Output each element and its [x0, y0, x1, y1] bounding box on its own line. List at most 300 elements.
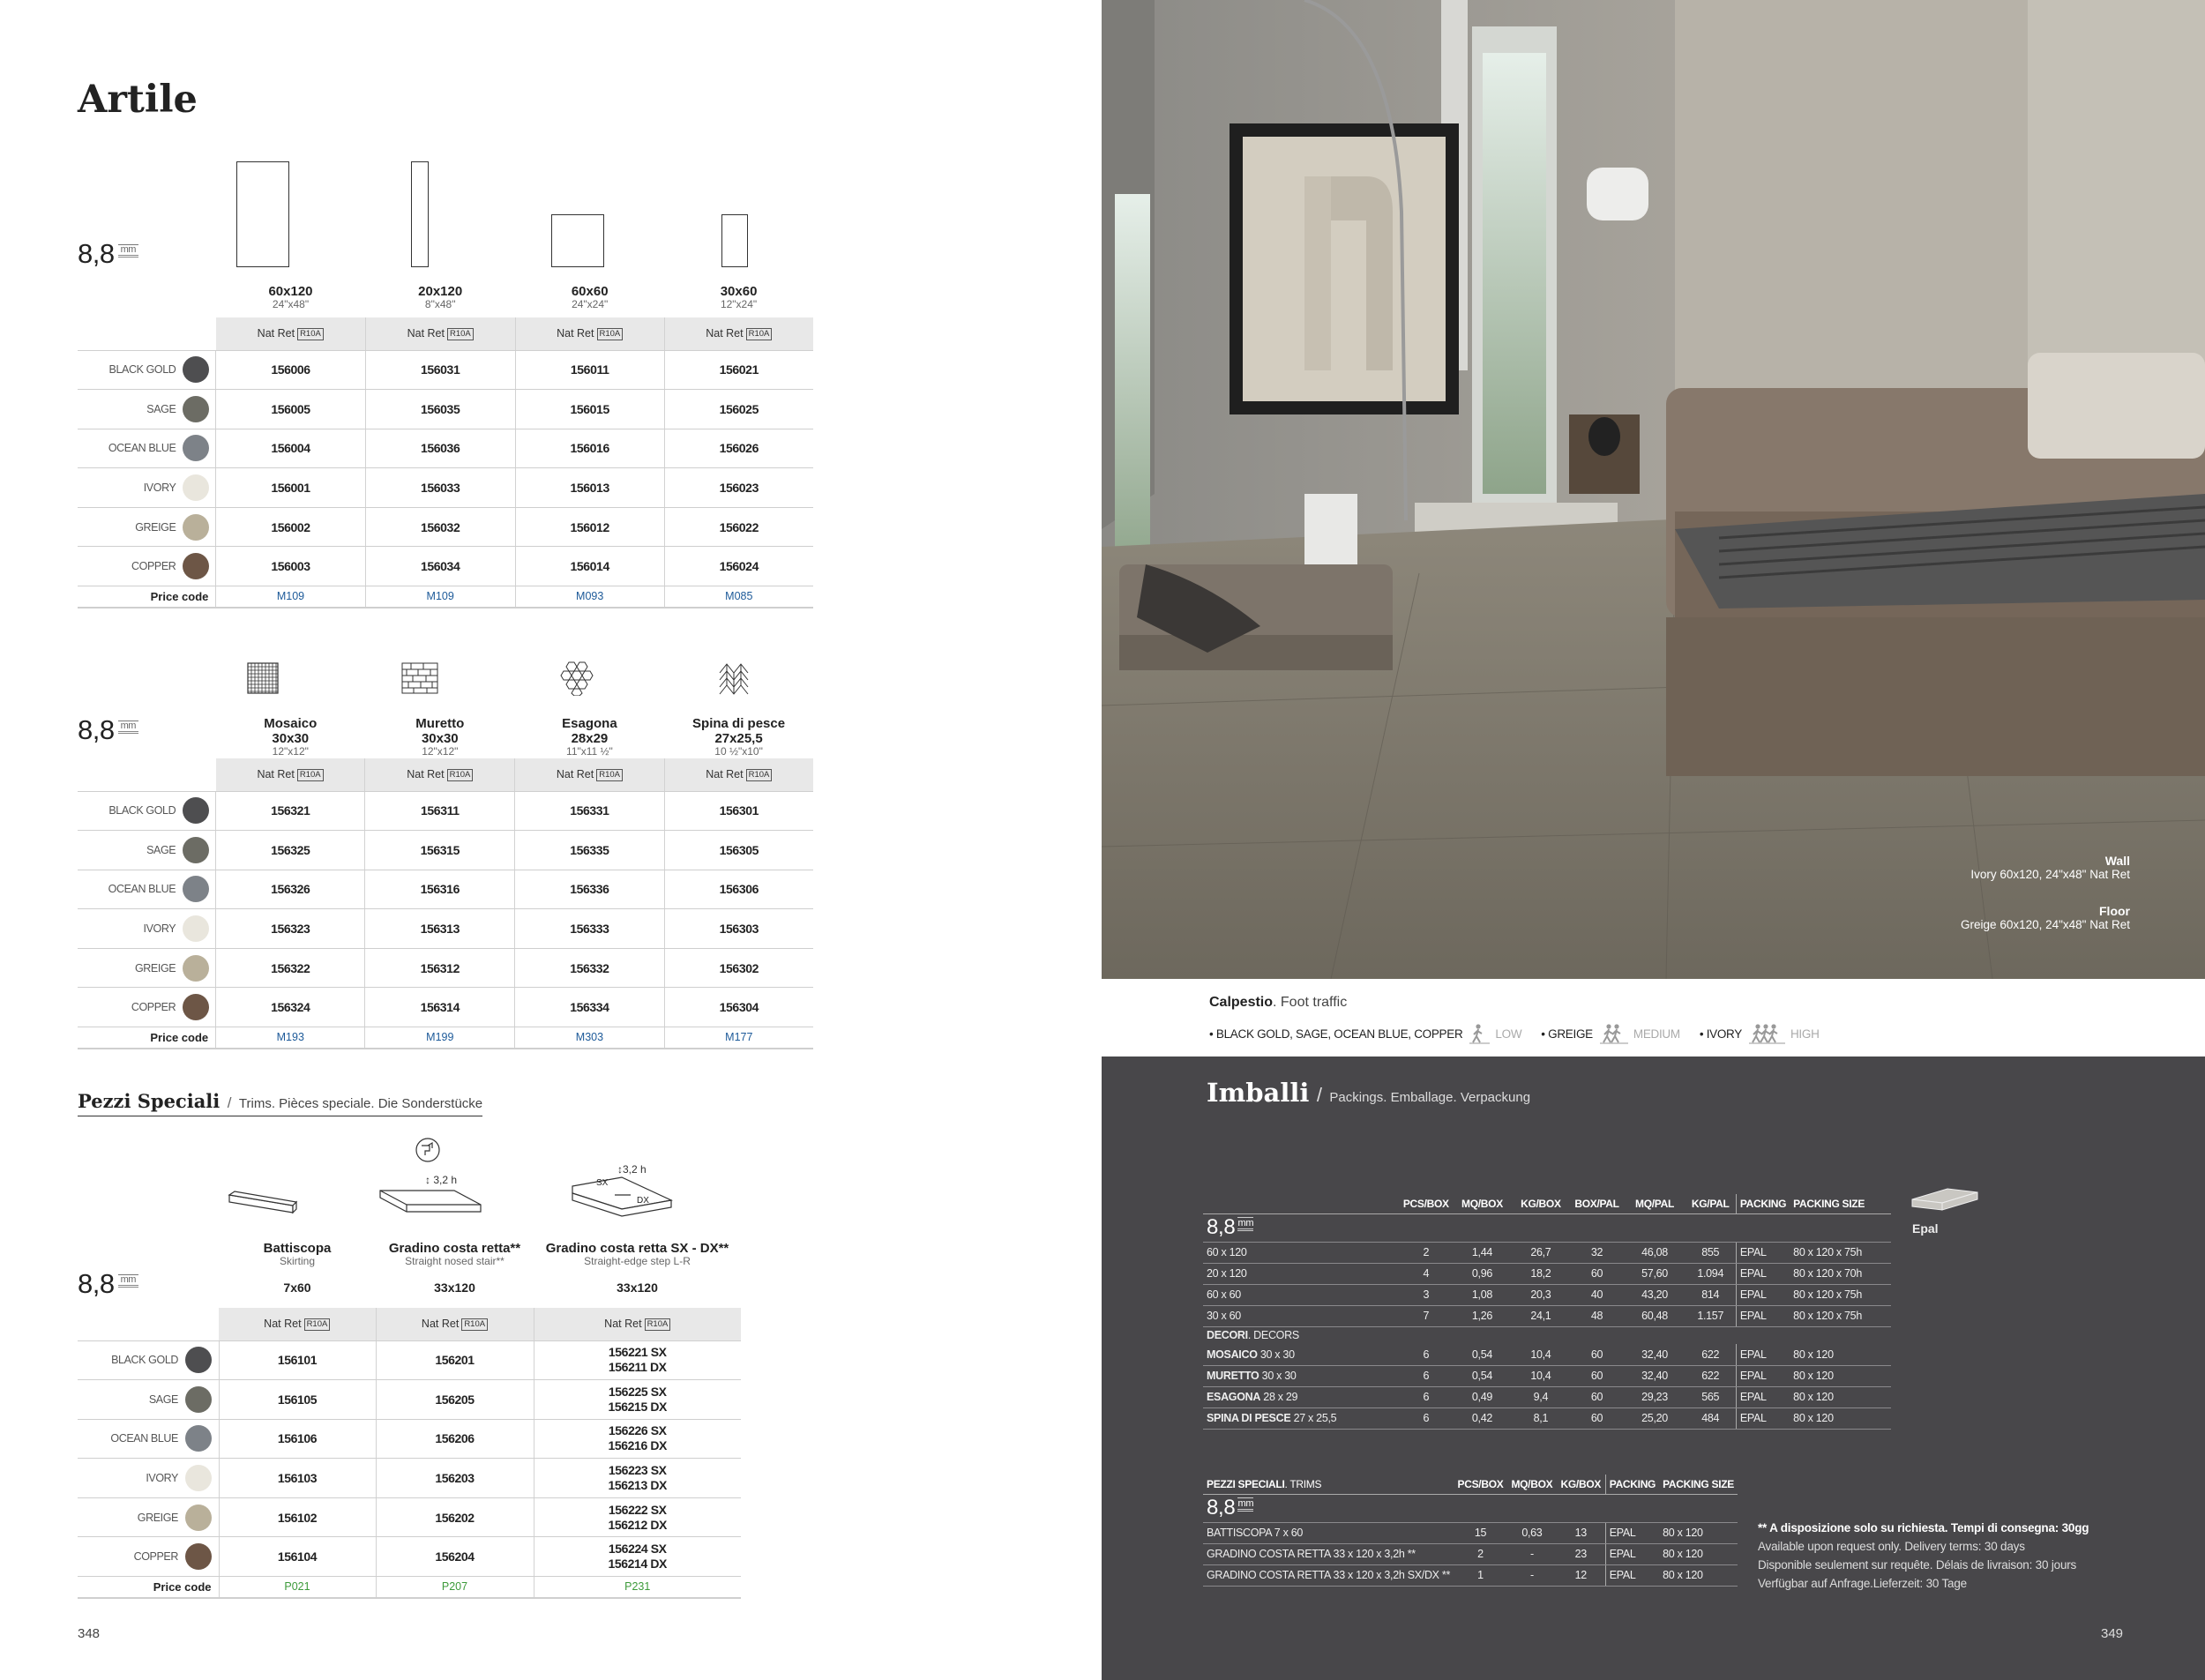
traffic-subtitle: . Foot traffic — [1273, 995, 1348, 1010]
column-header: PCS/BOX — [1454, 1475, 1507, 1494]
slip-rating-badge: R10A — [461, 1318, 488, 1331]
color-swatch — [183, 356, 209, 383]
nat-ret-label: Nat Ret — [706, 767, 744, 780]
table-row — [78, 507, 813, 547]
packing-cell: GRADINO COSTA RETTA 33 x 120 x 3,2h ** — [1203, 1543, 1454, 1564]
format-header — [664, 706, 813, 758]
stair-lr-height-label: ↕3,2 h — [617, 1163, 647, 1176]
packing-cell: 622 — [1686, 1365, 1737, 1386]
color-swatch — [185, 1386, 212, 1413]
product-code: 156025 — [664, 390, 813, 429]
packing-cell: 0,63 — [1507, 1522, 1557, 1543]
finish-cell — [216, 758, 365, 791]
product-code-sx: 156222 SX — [608, 1502, 667, 1517]
product-code: 156036 — [365, 429, 515, 468]
decori-sub: . DECORS — [1247, 1329, 1299, 1342]
product-code: 156031 — [365, 350, 515, 390]
swatch-cell — [185, 1459, 219, 1498]
decor-size: 28 x 29 — [1263, 1391, 1298, 1403]
stair-nosing-icon — [375, 1138, 498, 1235]
price-code: M109 — [365, 586, 515, 608]
packing-cell: 46,08 — [1624, 1242, 1685, 1263]
product-code: 156314 — [365, 988, 515, 1027]
stair-lr-icon — [569, 1169, 675, 1221]
product-code: 156006 — [216, 350, 365, 390]
format-header — [515, 706, 664, 758]
price-code: P231 — [534, 1577, 741, 1598]
decor-name-cell — [1203, 1407, 1400, 1429]
format-name: Esagona — [562, 715, 617, 731]
packing-cell: EPAL — [1605, 1564, 1659, 1586]
swatch-cell — [185, 1537, 219, 1577]
trims-title: Pezzi Speciali — [78, 1090, 220, 1112]
packing-cell: 0,96 — [1453, 1263, 1512, 1284]
packing-cell: EPAL — [1736, 1407, 1790, 1429]
product-code-sx-dx — [534, 1537, 741, 1577]
column-header: PACKING SIZE — [1790, 1194, 1891, 1213]
trims-packing-label: PEZZI SPECIALI — [1207, 1477, 1285, 1490]
format-header — [664, 278, 813, 317]
product-code: 156034 — [365, 547, 515, 586]
packing-cell: EPAL — [1736, 1242, 1790, 1263]
packing-cell: - — [1507, 1543, 1557, 1564]
product-code: 156005 — [216, 390, 365, 429]
column-header: PACKING — [1605, 1475, 1659, 1494]
packing-cell: 80 x 120 — [1659, 1543, 1738, 1564]
decor-name: MOSAICO — [1207, 1348, 1258, 1361]
price-code: M093 — [515, 586, 664, 608]
color-name: SAGE — [78, 831, 183, 870]
table-row — [78, 1419, 741, 1459]
swatch-cell — [183, 390, 215, 429]
tile-60x120-shape — [236, 161, 289, 267]
table-row — [78, 909, 813, 949]
packing-cell: 60 — [1570, 1386, 1625, 1407]
finish-cell — [664, 758, 813, 791]
packing-thickness — [1203, 1213, 1891, 1242]
packing-cell: 32 — [1570, 1242, 1625, 1263]
price-code: M109 — [216, 586, 365, 608]
packing-cell: 10,4 — [1512, 1344, 1569, 1365]
slip-rating-badge: R10A — [447, 769, 474, 781]
table-row — [78, 468, 813, 508]
format-header — [216, 706, 365, 758]
tile-20x120-shape — [411, 161, 429, 267]
traffic-level: HIGH — [1790, 1027, 1820, 1041]
product-code: 156012 — [515, 507, 664, 547]
packing-cell: 60 — [1570, 1365, 1625, 1386]
color-swatch — [183, 876, 209, 902]
product-code: 156335 — [515, 831, 664, 870]
slip-rating-badge: R10A — [447, 328, 474, 340]
packing-row — [1203, 1284, 1891, 1305]
swatch-cell — [183, 547, 215, 586]
product-code-sx-dx — [534, 1380, 741, 1420]
packing-cell: 1,26 — [1453, 1305, 1512, 1326]
product-code: 156313 — [365, 909, 515, 949]
trims-divider: / — [227, 1094, 232, 1111]
packing-cell: 6 — [1400, 1344, 1453, 1365]
color-name: COPPER — [78, 547, 183, 586]
table-row — [78, 429, 813, 468]
product-code: 156106 — [219, 1419, 376, 1459]
product-code: 156016 — [515, 429, 664, 468]
nat-ret-label: Nat Ret — [407, 326, 445, 340]
packing-cell: 814 — [1686, 1284, 1737, 1305]
trims-table: Battiscopa Skirting Gradino costa retta** Straight nosed stair** Gradino costa retta SX - DX** Straight-edge step L-R 7x60 33x120 33x120 Nat Ret R10A Nat Ret R10A Nat Ret R10A BLACK GOLD 156101 156201 156221 SX 156211 DX SAGE 156105 156205 156225 SX 156215 DX OCEAN BLUE 156106 156206 156226 SX 156216 DX IVORY 156103 156203 156223 SX 156213 DX GREIGE 156102 156202 156222 SX 156212 DX COPPER 156104 156204 156224 SX 156214 DX Price code P021 P207 P231 — [78, 1233, 741, 1599]
packing-cell: 32,40 — [1624, 1344, 1685, 1365]
format-name: Gradino costa retta** — [388, 1240, 521, 1256]
product-code: 156001 — [216, 468, 365, 508]
packing-cell: 60 — [1570, 1263, 1625, 1284]
product-code-dx: 156214 DX — [608, 1557, 667, 1572]
column-header: KG/BOX — [1557, 1475, 1605, 1494]
slip-rating-badge: R10A — [746, 328, 773, 340]
column-header: PCS/BOX — [1400, 1194, 1453, 1213]
packing-cell: 43,20 — [1624, 1284, 1685, 1305]
page-title: Artile — [78, 78, 198, 122]
packing-subtitle: Packings. Emballage. Verpackung — [1329, 1090, 1531, 1105]
finish-cell — [515, 758, 664, 791]
walking-person-icon — [1749, 1023, 1785, 1044]
color-swatch — [185, 1505, 212, 1531]
color-swatch — [183, 396, 209, 422]
nat-ret-label: Nat Ret — [557, 326, 594, 340]
decor-name: SPINA DI PESCE — [1207, 1412, 1291, 1424]
format-sub: Straight nosed stair** — [405, 1255, 505, 1268]
packing-cell: EPAL — [1736, 1386, 1790, 1407]
product-code: 156312 — [365, 948, 515, 988]
packing-cell: 80 x 120 — [1790, 1386, 1891, 1407]
color-name: OCEAN BLUE — [78, 429, 183, 468]
product-code: 156011 — [515, 350, 664, 390]
decor-name-cell — [1203, 1386, 1400, 1407]
product-code: 156301 — [664, 791, 813, 831]
color-name: SAGE — [78, 1380, 185, 1420]
packing-cell: EPAL — [1736, 1263, 1790, 1284]
note-line: Verfügbar auf Anfrage.Lieferzeit: 30 Tage — [1758, 1577, 1967, 1590]
finish-cell — [534, 1308, 741, 1340]
packing-cell: 26,7 — [1512, 1242, 1569, 1263]
table-row — [78, 350, 813, 390]
product-code: 156023 — [664, 468, 813, 508]
finish-cell — [219, 1308, 376, 1340]
product-code-sx-dx — [534, 1497, 741, 1537]
packing-cell: 23 — [1557, 1543, 1605, 1564]
swatch-cell — [185, 1340, 219, 1380]
finish-cell — [365, 317, 515, 350]
packing-cell: 60 — [1570, 1344, 1625, 1365]
packing-cell: EPAL — [1736, 1284, 1790, 1305]
packing-cell: 6 — [1400, 1365, 1453, 1386]
product-code: 156332 — [515, 948, 664, 988]
nat-ret-label: Nat Ret — [257, 767, 295, 780]
format-inch: 12"x12" — [272, 745, 309, 758]
packing-row — [1203, 1305, 1891, 1326]
table-row — [78, 1380, 741, 1420]
bedroom-photo — [1102, 0, 2205, 979]
packing-row — [1203, 1407, 1891, 1429]
trims-packing-sub: . TRIMS — [1284, 1477, 1322, 1490]
slip-rating-badge: R10A — [597, 328, 624, 340]
packing-cell: 29,23 — [1624, 1386, 1685, 1407]
packing-heading — [1207, 1078, 1530, 1108]
product-code: 156305 — [664, 831, 813, 870]
product-code-sx: 156226 SX — [608, 1423, 667, 1438]
traffic-title: Calpestio — [1209, 995, 1274, 1010]
slip-rating-badge: R10A — [596, 769, 623, 781]
packing-cell: 7 — [1400, 1305, 1453, 1326]
packing-row — [1203, 1564, 1738, 1586]
product-code: 156033 — [365, 468, 515, 508]
thickness-label: 8,8 mm — [78, 238, 138, 270]
mosaico-pattern-icon — [247, 662, 279, 694]
product-code: 156206 — [376, 1419, 534, 1459]
packing-cell: 6 — [1400, 1386, 1453, 1407]
format-inch: 10 ½"x10" — [714, 745, 763, 758]
table-row — [78, 1537, 741, 1577]
product-code: 156021 — [664, 350, 813, 390]
packing-cell: 2 — [1400, 1242, 1453, 1263]
packing-cell: 1,44 — [1453, 1242, 1512, 1263]
packing-title: Imballi — [1207, 1078, 1310, 1108]
column-header: BOX/PAL — [1570, 1194, 1625, 1213]
packing-cell: 622 — [1686, 1344, 1737, 1365]
decori-label — [1203, 1326, 1891, 1344]
packing-cell: 40 — [1570, 1284, 1625, 1305]
packing-row — [1203, 1386, 1891, 1407]
traffic-level: MEDIUM — [1633, 1027, 1680, 1041]
column-header: KG/BOX — [1512, 1194, 1569, 1213]
format-size: 33x120 — [434, 1281, 475, 1295]
finish-cell — [515, 317, 664, 350]
note-line: ** A disposizione solo su richiesta. Tempi di consegna: 30gg — [1758, 1521, 2089, 1534]
thickness-row — [1203, 1494, 1738, 1522]
table-row — [78, 1497, 741, 1537]
product-code: 156311 — [365, 791, 515, 831]
format-size: 27x25,5 — [714, 730, 763, 746]
slip-rating-badge: R10A — [297, 769, 324, 781]
price-code: P207 — [376, 1577, 534, 1598]
column-header: KG/PAL — [1686, 1194, 1737, 1213]
color-name: BLACK GOLD — [78, 791, 183, 831]
finish-cell — [365, 758, 515, 791]
table-row — [78, 1340, 741, 1380]
swatch-cell — [183, 831, 215, 870]
product-code: 156322 — [216, 948, 365, 988]
price-code: P021 — [219, 1577, 376, 1598]
nat-ret-label: Nat Ret — [556, 767, 594, 780]
product-code: 156002 — [216, 507, 365, 547]
packing-cell: 80 x 120 x 70h — [1790, 1263, 1891, 1284]
note-line: Available upon request only. Delivery terms: 30 days — [1758, 1540, 2025, 1553]
color-swatch — [183, 514, 209, 541]
product-code: 156015 — [515, 390, 664, 429]
product-code: 156014 — [515, 547, 664, 586]
packing-cell: 80 x 120 — [1790, 1407, 1891, 1429]
packing-cell: EPAL — [1736, 1365, 1790, 1386]
nat-ret-label: Nat Ret — [604, 1317, 642, 1330]
packing-cell: 6 — [1400, 1407, 1453, 1429]
product-code: 156336 — [515, 870, 664, 909]
packing-cell: 30 x 60 — [1203, 1305, 1400, 1326]
format-inch: 11"x11 ½" — [566, 745, 613, 758]
muretto-pattern-icon — [401, 662, 438, 694]
color-name: OCEAN BLUE — [78, 1419, 185, 1459]
swatch-cell — [185, 1419, 219, 1459]
slip-rating-badge: R10A — [297, 328, 324, 340]
product-code: 156323 — [216, 909, 365, 949]
color-name: COPPER — [78, 1537, 185, 1577]
packing-cell: 32,40 — [1624, 1365, 1685, 1386]
packing-cell: BATTISCOPA 7 x 60 — [1203, 1522, 1454, 1543]
price-code: M085 — [664, 586, 813, 608]
table-row — [78, 547, 813, 586]
product-code: 156104 — [219, 1537, 376, 1577]
product-code: 156331 — [515, 791, 664, 831]
decor-name: MURETTO — [1207, 1370, 1259, 1382]
price-code: M303 — [515, 1027, 664, 1049]
packing-cell: 12 — [1557, 1564, 1605, 1586]
format-size: 28x29 — [571, 730, 609, 746]
color-swatch — [185, 1465, 212, 1491]
traffic-item — [1541, 1023, 1680, 1044]
product-code: 156203 — [376, 1459, 534, 1498]
color-swatch — [183, 435, 209, 461]
format-name: Spina di pesce — [692, 715, 786, 731]
packing-cell: 15 — [1454, 1522, 1507, 1543]
color-swatch — [185, 1425, 212, 1452]
product-code-sx: 156225 SX — [608, 1384, 667, 1399]
packing-row — [1203, 1365, 1891, 1386]
packing-cell: 80 x 120 x 75h — [1790, 1242, 1891, 1263]
packing-cell: 60 x 120 — [1203, 1242, 1400, 1263]
format-inch: 24"x24" — [572, 298, 609, 311]
product-code: 156004 — [216, 429, 365, 468]
packing-cell: 565 — [1686, 1386, 1737, 1407]
format-sub: Skirting — [279, 1255, 315, 1268]
packing-divider: / — [1316, 1084, 1322, 1106]
packing-cell: 60 — [1570, 1407, 1625, 1429]
packing-cell: 3 — [1400, 1284, 1453, 1305]
product-code-dx: 156213 DX — [608, 1478, 667, 1493]
packing-cell: 0,49 — [1453, 1386, 1512, 1407]
product-code-sx-dx — [534, 1340, 741, 1380]
color-name: COPPER — [78, 988, 183, 1027]
trims-heading — [78, 1090, 482, 1116]
packing-cell: 1.157 — [1686, 1305, 1737, 1326]
packing-row — [1203, 1344, 1891, 1365]
packing-cell: 60 x 60 — [1203, 1284, 1400, 1305]
packing-cell: 80 x 120 — [1659, 1522, 1738, 1543]
product-code: 156334 — [515, 988, 664, 1027]
trims-subtitle: Trims. Pièces speciale. Die Sonderstücke — [238, 1096, 483, 1111]
format-size: 60x60 — [571, 284, 609, 300]
finish-cell — [664, 317, 813, 350]
decor-size: 30 x 30 — [1261, 1370, 1297, 1382]
packing-row — [1203, 1522, 1738, 1543]
packing-cell: 0,54 — [1453, 1344, 1512, 1365]
tile-30x60-shape — [721, 214, 748, 267]
trims-packing-table — [1203, 1475, 1738, 1587]
packing-cell: 57,60 — [1624, 1263, 1685, 1284]
product-code: 156101 — [219, 1340, 376, 1380]
product-code: 156026 — [664, 429, 813, 468]
product-code: 156205 — [376, 1380, 534, 1420]
traffic-row — [1209, 1023, 1839, 1044]
nat-ret-label: Nat Ret — [407, 767, 445, 780]
packing-cell: 1 — [1454, 1564, 1507, 1586]
packing-cell: EPAL — [1605, 1543, 1659, 1564]
thickness-unit: mm — [1237, 1217, 1253, 1231]
packing-row — [1203, 1263, 1891, 1284]
skirting-icon — [228, 1186, 298, 1214]
esagona-pattern-icon — [560, 661, 594, 696]
stair-height-label: ↕ 3,2 h — [425, 1174, 458, 1186]
traffic-item — [1209, 1023, 1521, 1044]
thickness-label-3: 8,8 mm — [78, 1268, 138, 1300]
price-code: M193 — [216, 1027, 365, 1049]
color-swatch — [183, 474, 209, 501]
packing-cell: 855 — [1686, 1242, 1737, 1263]
format-name: Mosaico — [264, 715, 318, 731]
column-header: MQ/PAL — [1624, 1194, 1685, 1213]
format-name: Muretto — [415, 715, 465, 731]
packing-cell: 1,08 — [1453, 1284, 1512, 1305]
product-code: 156022 — [664, 507, 813, 547]
color-name: GREIGE — [78, 507, 183, 547]
table-row — [78, 831, 813, 870]
packing-cell: 0,42 — [1453, 1407, 1512, 1429]
traffic-colors: • BLACK GOLD, SAGE, OCEAN BLUE, COPPER — [1209, 1027, 1463, 1041]
decori-label-row — [1203, 1326, 1891, 1344]
product-code-sx: 156223 SX — [608, 1463, 667, 1478]
packing-cell: 60,48 — [1624, 1305, 1685, 1326]
packing-cell: - — [1507, 1564, 1557, 1586]
packing-cell: 0,54 — [1453, 1365, 1512, 1386]
column-header: PACKING — [1736, 1194, 1790, 1213]
format-inch: 8"x48" — [424, 298, 456, 311]
decor-name: ESAGONA — [1207, 1391, 1261, 1403]
epal-label: Epal — [1912, 1221, 1939, 1236]
column-header: PACKING SIZE — [1659, 1475, 1738, 1494]
swatch-cell — [183, 468, 215, 508]
table-row — [78, 870, 813, 909]
color-swatch — [183, 837, 209, 863]
slip-rating-badge: R10A — [304, 1318, 331, 1331]
traffic-heading — [1209, 995, 1347, 1011]
swatch-cell — [183, 429, 215, 468]
trims-packing-header-row — [1203, 1475, 1738, 1494]
traffic-level: LOW — [1495, 1027, 1522, 1041]
product-code: 156024 — [664, 547, 813, 586]
note-line: Disponible seulement sur requête. Délais de livraison: 30 jours — [1758, 1558, 2077, 1572]
packing-table — [1203, 1194, 1891, 1430]
product-code-dx: 156216 DX — [608, 1438, 667, 1453]
product-code-dx: 156211 DX — [608, 1360, 667, 1375]
price-code: M199 — [365, 1027, 515, 1049]
format-header — [365, 706, 515, 758]
packing-cell: 1.094 — [1686, 1263, 1737, 1284]
product-code: 156321 — [216, 791, 365, 831]
nat-ret-label: Nat Ret — [257, 326, 295, 340]
packing-cell: 80 x 120 x 75h — [1790, 1284, 1891, 1305]
packing-cell: 484 — [1686, 1407, 1737, 1429]
swatch-cell — [183, 948, 215, 988]
floor-caption-title: Floor — [2099, 904, 2130, 918]
decor-size: 30 x 30 — [1259, 1348, 1295, 1361]
product-code: 156202 — [376, 1497, 534, 1537]
